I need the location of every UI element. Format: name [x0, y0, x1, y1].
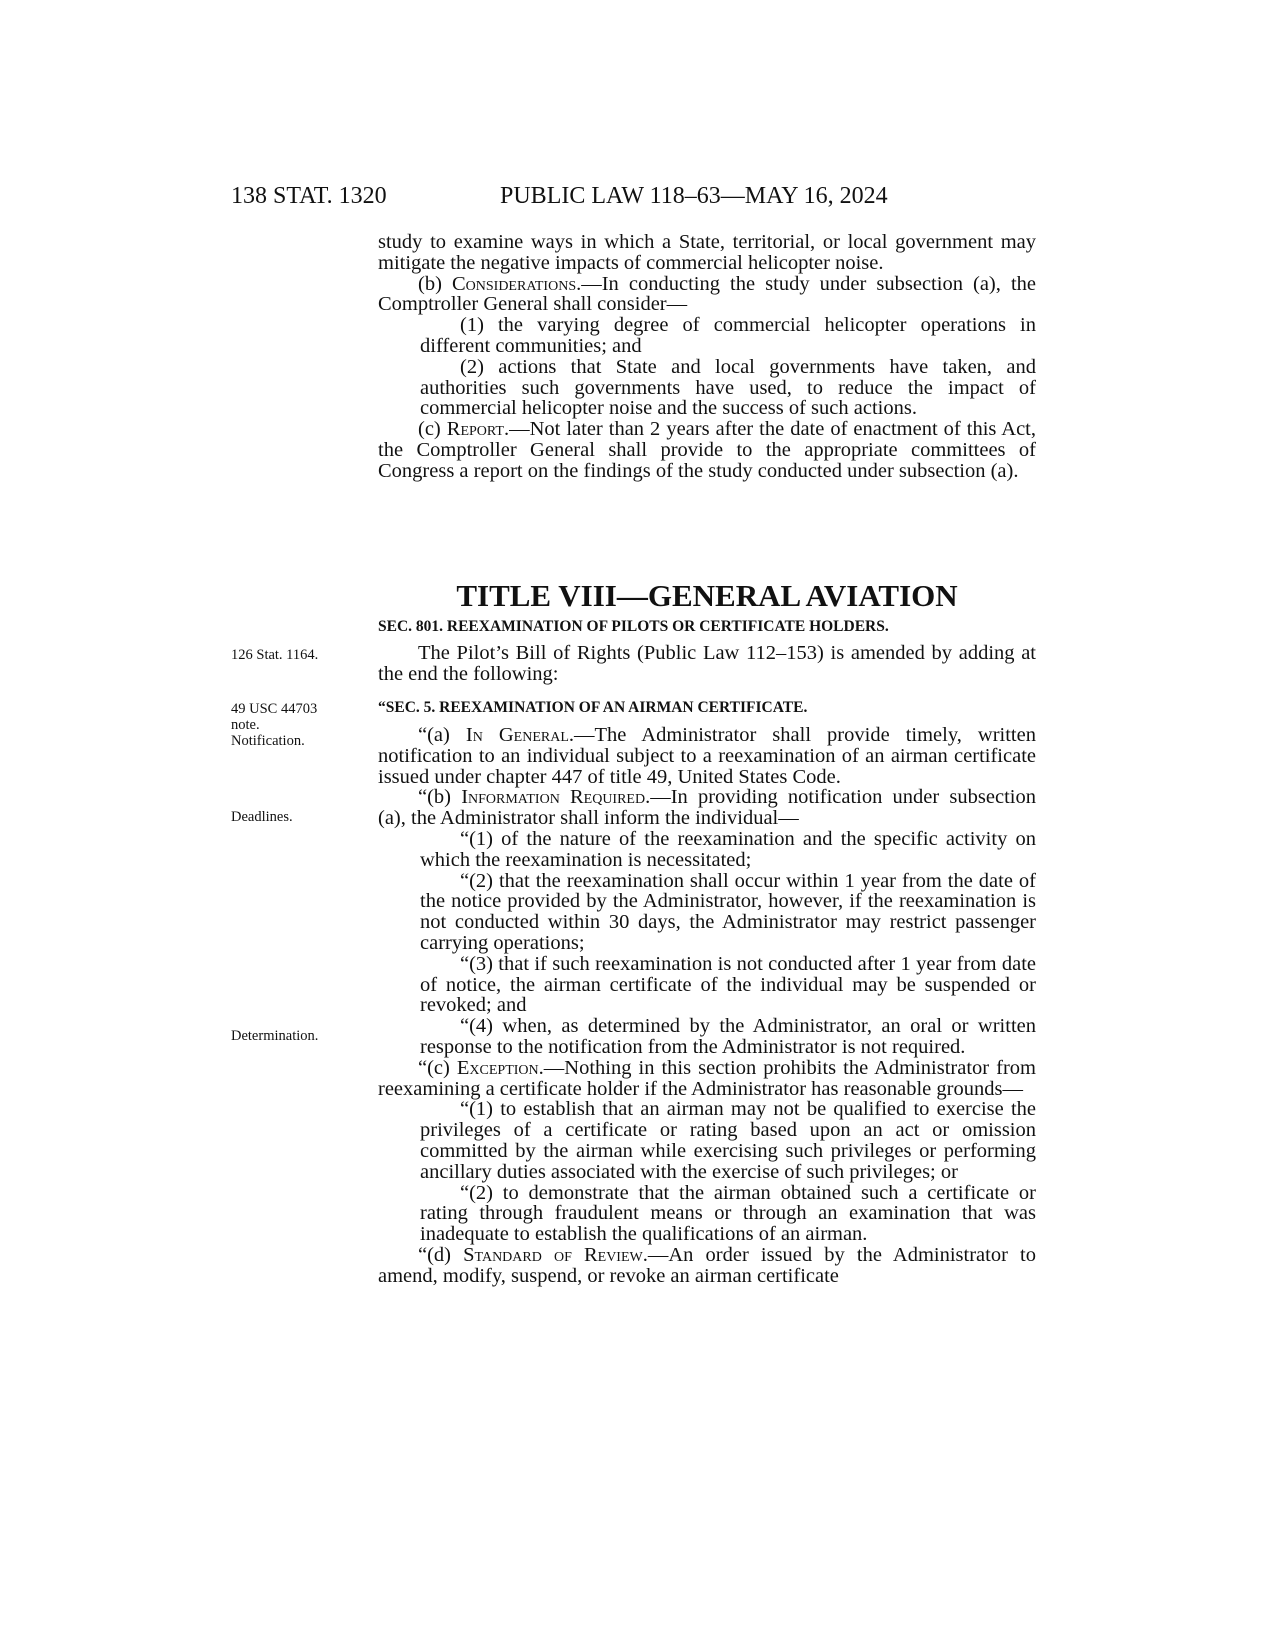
- paragraph-item-2: (2) actions that State and local governments have taken, and authorities such governments have used, to reduce the impact of commercial helicopter noise and the success of such actions.: [420, 355, 1036, 420]
- margin-note-usc: [231, 701, 317, 749]
- subsection-b-information-required: “(b) Information Required.—In providing notification under subsection (a), the Administrator shall inform the individual—: [378, 786, 1036, 830]
- margin-note-usc-line1: 49 USC 44703: [231, 701, 318, 717]
- section-801-heading: SEC. 801. REEXAMINATION OF PILOTS OR CERTIFICATE HOLDERS.: [378, 618, 889, 635]
- subsection-heading: Considerations: [451, 272, 577, 295]
- paragraph-b4: “(4) when, as determined by the Administrator, an oral or written response to the notification from the Administrator is not required.: [420, 1015, 1036, 1058]
- paragraph-study: study to examine ways in which a State, territorial, or local government may mitigate the negative impacts of commercial helicopter noise.: [378, 231, 1036, 274]
- subsection-heading: In General: [465, 724, 569, 746]
- subsection-heading: Standard of Review: [463, 1243, 643, 1266]
- subsection-b-considerations: (b) Considerations.—In conducting the study under subsection (a), the Comptroller General shall consider—: [378, 272, 1037, 316]
- paragraph-b3: “(3) that if such reexamination is not conducted after 1 year from date of notice, the airman certificate of the individual may be suspended or revoked; and: [420, 952, 1036, 1017]
- subsection-heading: Information Required: [461, 786, 646, 809]
- continuation-block: [378, 232, 1036, 482]
- paragraph-item-1: (1) the varying degree of commercial helicopter operations in different communities; and: [420, 314, 1036, 357]
- subsection-heading: Exception: [456, 1056, 539, 1079]
- margin-note-usc-line2: note.: [231, 717, 260, 733]
- section-801-intro: The Pilot’s Bill of Rights (Public Law 112–153) is amended by adding at the end the following:: [378, 642, 1036, 685]
- paragraph-b2: “(2) that the reexamination shall occur within 1 year from the date of the notice provided by the Administrator, however, if the reexamination is not conducted within 30 days, the Administrator may restrict passenger carrying operations;: [420, 869, 1036, 954]
- margin-note-determination: Determination.: [231, 1028, 319, 1044]
- subsection-d-standard-of-review: “(d) Standard of Review.—An order issued by the Administrator to amend, modify, suspend, or revoke an airman certificate: [378, 1243, 1036, 1287]
- page-stat-number: 138 STAT. 1320: [231, 183, 387, 209]
- margin-note-stat-ref: 126 Stat. 1164.: [231, 647, 319, 663]
- subsection-heading: Report: [446, 418, 504, 441]
- paragraph-c2: “(2) to demonstrate that the airman obtained such a certificate or rating through fraudulent means or through an examination that was inadequate to establish the qualifications of an airman.: [420, 1181, 1036, 1246]
- subsection-c-exception: “(c) Exception.—Nothing in this section prohibits the Administrator from reexamining a certificate holder if the Administrator has reasonable grounds—: [378, 1056, 1036, 1100]
- subsection-a-in-general: “(a) In General.—The Administrator shall provide timely, written notification to an individual subject to a reexamination of an airman certificate issued under chapter 447 of title 49, United States Code.: [378, 724, 1036, 788]
- section-5-block: [378, 725, 1036, 1287]
- section-801-block: [378, 643, 1036, 685]
- paragraph-c1: “(1) to establish that an airman may not be qualified to exercise the privileges of a certificate or rating based upon an act or omission committed by the airman while exercising such privileges or performing ancillary duties associated with the exercise of such privileges; or: [420, 1098, 1036, 1183]
- section-5-heading: “SEC. 5. REEXAMINATION OF AN AIRMAN CERTIFICATE.: [378, 699, 808, 716]
- paragraph-b1: “(1) of the nature of the reexamination and the specific activity on which the reexamination is necessitated;: [420, 827, 1036, 871]
- margin-note-deadlines: Deadlines.: [231, 809, 293, 825]
- margin-note-notification: Notification.: [231, 733, 305, 749]
- title-heading: TITLE VIII—GENERAL AVIATION: [456, 578, 958, 613]
- running-header: PUBLIC LAW 118–63—MAY 16, 2024: [500, 183, 888, 209]
- subsection-c-report: (c) Report.—Not later than 2 years after the date of enactment of this Act, the Comptroller General shall provide to the appropriate committees of Congress a report on the findings of the study conducted under subsection (a).: [378, 418, 1036, 482]
